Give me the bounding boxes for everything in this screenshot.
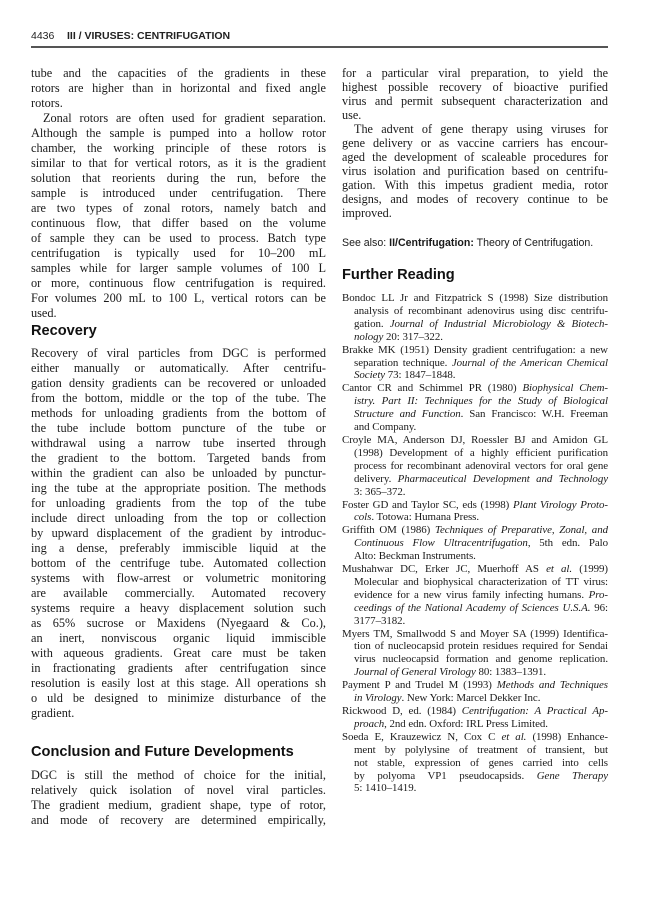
text: . San Francisco: W.H. Freeman: [460, 408, 608, 421]
section-title: III / VIRUSES: CENTRIFUGATION: [67, 30, 231, 42]
paragraph-rotors-continued: [31, 66, 326, 111]
text-line: tube and the capacities of the gradients in these: [31, 66, 326, 80]
italic-text: et al.: [501, 730, 527, 743]
text: gation.: [354, 317, 390, 330]
reference-line: [342, 537, 608, 550]
italic-text: nology: [354, 330, 384, 343]
reference-line: [342, 486, 608, 499]
text-line: resolution is easily lost at this stage. All operations sh: [31, 676, 326, 690]
reference-item: [342, 434, 608, 499]
reference-line: [342, 369, 608, 382]
text-line: Zonal rotors are often used for gradient separation.: [43, 111, 326, 125]
text: 3: 365–372.: [354, 485, 406, 498]
text-line: include direct unloading from the top or collection: [31, 511, 326, 525]
text: Griffith OM (1986): [342, 524, 435, 537]
text-line: the gradient to the bottom. Targeted bands from: [31, 451, 326, 465]
page-number: 4436: [31, 30, 55, 42]
reference-line: [342, 305, 608, 318]
text-line: solution that reorients during the run, before the: [31, 171, 326, 185]
italic-text: et al.: [546, 563, 573, 576]
text: , 5th edn. Palo: [527, 537, 608, 550]
italic-text: Society: [354, 369, 386, 382]
reference-line: [342, 782, 608, 795]
text-line: either manually or automatically. After centrifu-: [31, 361, 326, 375]
text-line: Recovery of viral particles from DGC is performed: [31, 346, 326, 360]
reference-line: [342, 382, 608, 395]
reference-line: [342, 770, 608, 783]
text-line: gradient.: [31, 706, 75, 720]
text-line: for unloading gradients from the top of the tube: [31, 496, 326, 510]
reference-line: [342, 524, 608, 537]
text-line: used.: [31, 306, 57, 320]
heading-recovery: Recovery: [31, 323, 97, 339]
text-line: rotors.: [31, 96, 63, 110]
text-line: for a particular viral preparation, to yield the: [342, 66, 608, 80]
text: Foster GD and Taylor SC, eds (1998): [342, 498, 513, 511]
text-line: centrifugation is typically used for 10–200 mL: [31, 246, 326, 260]
text-line: with aqueous gradients. Great care must be taken: [31, 646, 326, 660]
text-line: rotors are higher than in horizontal and fixed angle: [31, 81, 326, 95]
text: Bondoc LL Jr and Fitzpatrick S (1998) Size distribution: [342, 292, 608, 304]
text-line: Although the sample is pumped into a hollow rotor: [31, 126, 326, 140]
text: evidence for a new virus family infecting humans.: [354, 588, 589, 601]
text: 20: 317–322.: [383, 330, 443, 343]
text: (1998) Development of a highly efficient purification: [354, 446, 608, 459]
reference-line: [342, 318, 608, 331]
text-line: The gradient medium, gradient shape, type of rotor,: [31, 798, 326, 812]
text: Rickwood D, ed. (1984): [342, 705, 462, 717]
reference-line: [342, 408, 608, 421]
text-line: use.: [342, 108, 362, 122]
text-line: ing a dense, preferably immiscible liquid at the: [31, 541, 326, 555]
text: Soeda E, Krauzewicz N, Cox C: [342, 730, 502, 743]
text-line: For volumes 200 mL to 100 L, vertical rotors can be: [31, 291, 326, 305]
text: Molecular and biophysical characterization of TT virus:: [354, 575, 608, 588]
text-line: of sample they can be used to process. Batch type: [31, 231, 326, 245]
reference-line: [342, 757, 608, 770]
text-line: are two types of zonal rotors, namely batch and: [31, 201, 326, 215]
text: tion of nucleocapsid protein residues required for Sendai: [354, 640, 608, 653]
reference-line: [342, 434, 608, 447]
italic-text: Plant Virology Proto-: [512, 498, 609, 511]
paragraph-conclusion: [31, 768, 326, 828]
text-line: from the bottom, middle or the top of the tube. The: [31, 391, 326, 405]
italic-text: Gene Therapy: [536, 769, 608, 782]
reference-line: [342, 653, 608, 666]
italic-text: Techniques of Preparative, Zonal, and: [434, 524, 608, 537]
reference-line: [342, 628, 608, 641]
see-also-link[interactable]: II/Centrifugation:: [389, 237, 474, 249]
reference-line: [342, 589, 608, 602]
italic-text: Centrifugation: A Practical Ap-: [461, 705, 608, 717]
italic-text: Continuous Flow Ultracentrifugation: [354, 537, 528, 550]
text: 80: 1383–1391.: [475, 666, 547, 679]
text: virus nucleocapsid formation and genome replication.: [354, 653, 608, 666]
reference-line: [342, 692, 608, 705]
reference-item: [342, 705, 608, 731]
reference-line: [342, 499, 608, 512]
reference-line: [342, 640, 608, 653]
text-line: sample is introduced under centrifugation. There: [31, 186, 326, 200]
see-also-label: See also:: [342, 237, 390, 249]
text: , 2nd edn. Oxford: IRL Press Limited.: [384, 717, 548, 730]
text: (1999): [572, 563, 608, 576]
italic-text: Journal of General Virology: [354, 666, 476, 679]
text: 73: 1847–1848.: [385, 369, 456, 382]
text-line: ing the tube at the appropriate position. The methods: [31, 481, 326, 495]
text: Brakke MK (1951) Density gradient centrifugation: a new: [342, 343, 608, 356]
reference-line: [342, 292, 608, 305]
header-rule: [31, 46, 608, 48]
paragraph-gene-therapy: [342, 122, 608, 220]
italic-text: Pro-: [588, 588, 608, 601]
italic-text: istry. Part II: Techniques for the Study of Biological: [354, 395, 608, 408]
reference-line: [342, 421, 608, 434]
text-line: the tube include bottom puncture of the tube or: [31, 421, 326, 435]
reference-item: [342, 344, 608, 383]
text-line: methods for unloading gradients from the bottom of: [31, 406, 326, 420]
text: Payment P and Trudel M (1993): [342, 679, 497, 692]
text-line: as 65% sucrose or Maxidens (Nyegaard & Co.),: [31, 616, 326, 630]
italic-text: ceedings of the National Academy of Sciences U.S.A.: [354, 601, 591, 614]
text: Myers TM, Smallwodd S and Moyer SA (1999) Identifica-: [342, 627, 608, 640]
text-line: are available commercially. Automated recovery: [31, 586, 326, 600]
text-line: virus and permit subsequent characterization and: [342, 94, 608, 108]
paragraph-zonal-rotors: [31, 111, 326, 321]
reference-item: [342, 731, 608, 796]
text-line: within the gradient can also be unloaded by punctur-: [31, 466, 326, 480]
text-line: withdrawal using a narrow tube inserted through: [31, 436, 326, 450]
paragraph-conclusion-continued: [342, 66, 608, 122]
text: and Company.: [354, 421, 417, 434]
reference-line: [342, 460, 608, 473]
text-line: an inert, nonviscous organic liquid immiscible: [31, 631, 326, 645]
reference-line: [342, 447, 608, 460]
text-line: or more, continuous flow centrifugation is required.: [31, 276, 326, 290]
reference-line: [342, 666, 608, 679]
text: 5: 1410–1419.: [354, 782, 417, 795]
text: Croyle MA, Anderson DJ, Roessler BJ and Amidon GL: [342, 433, 608, 446]
text: 96:: [590, 601, 608, 614]
text-line: gation. With this impetus gradient media, rotor: [342, 178, 608, 192]
reference-line: [342, 744, 608, 757]
reference-line: [342, 679, 608, 692]
italic-text: Journal of the American Chemical: [451, 356, 608, 369]
reference-item: [342, 563, 608, 628]
reference-line: [342, 718, 608, 731]
reference-item: [342, 679, 608, 705]
text-line: by upward displacement of the gradient by introduc-: [31, 526, 326, 540]
heading-further-reading: Further Reading: [342, 267, 455, 283]
text: delivery.: [354, 472, 398, 485]
text-line: highest possible recovery of bioactive purified: [342, 80, 608, 94]
text-line: and mode of recovery are determined empirically,: [31, 813, 326, 827]
reference-line: [342, 550, 608, 563]
italic-text: Pharmaceutical Development and Technology: [397, 472, 609, 485]
text-line: DGC is still the method of choice for the initial,: [31, 768, 326, 782]
text-line: virus isolation and purification based on centrifu-: [342, 164, 608, 178]
text-line: systems with flow-arrest or volumetric monitoring: [31, 571, 326, 585]
see-also-target[interactable]: Theory of Centrifugation.: [473, 237, 594, 249]
reference-line: [342, 615, 608, 628]
reference-line: [342, 331, 608, 344]
text-line: aged the development of scaleable procedures for: [342, 150, 608, 164]
see-also: [342, 236, 593, 250]
text-line: continuous flow, that differ based on the volume: [31, 216, 326, 230]
text-line: samples while for larger sample volumes of 100 L: [31, 261, 326, 275]
text-line: systems require a heavy displacement solution such: [31, 601, 326, 615]
reference-line: [342, 563, 608, 576]
reference-line: [342, 511, 608, 524]
reference-line: [342, 357, 608, 370]
reference-item: [342, 628, 608, 680]
italic-text: in Virology: [354, 692, 402, 705]
text: not stable, expression of genes carried into cells: [354, 756, 608, 769]
text-line: improved.: [342, 206, 392, 220]
text: Cantor CR and Schimmel PR (1980): [342, 382, 523, 395]
italic-text: Structure and Function: [354, 408, 461, 421]
reference-line: [342, 731, 608, 744]
reference-item: [342, 499, 608, 525]
running-header: [31, 30, 230, 42]
reference-item: [342, 382, 608, 434]
text-line: relatively quick isolation of novel viral particles.: [31, 783, 326, 797]
text-line: The advent of gene therapy using viruses for: [354, 122, 608, 136]
text: . New York: Marcel Dekker Inc.: [401, 692, 541, 705]
text-line: in fractionating gradients after centrifugation since: [31, 661, 326, 675]
paragraph-recovery: [31, 346, 326, 721]
italic-text: Methods and Techniques: [496, 679, 608, 692]
text: ment by polylysine of treatment of transient, but: [354, 743, 608, 756]
text-line: gene delivery or as vaccine carriers has encour-: [342, 136, 608, 150]
text-line: similar to that for vertical rotors, as it is the gradient: [31, 156, 326, 170]
text: . Totowa: Humana Press.: [371, 511, 480, 524]
text: process for recombinant adenoviral vectors for oral gene: [354, 459, 608, 472]
text: 3177–3182.: [354, 614, 406, 627]
text-line: designs, and modes of recovery continue to be: [342, 192, 608, 206]
italic-text: Biophysical Chem-: [522, 382, 609, 395]
reference-line: [342, 576, 608, 589]
reference-item: [342, 524, 608, 563]
text-line: gation density gradients can be recovered or unloaded: [31, 376, 326, 390]
reference-line: [342, 705, 608, 718]
reference-item: [342, 292, 608, 344]
text: by polyoma VP1 pseudocapsids.: [354, 769, 537, 782]
text-line: bottom of the centrifuge tube. Automated collection: [31, 556, 326, 570]
italic-text: cols: [354, 511, 372, 524]
text-line: o uld be designed to minimize disturbance of the: [31, 691, 326, 705]
reference-list: [342, 292, 608, 795]
reference-line: [342, 602, 608, 615]
text: (1998) Enhance-: [526, 730, 608, 743]
text: separation technique.: [354, 356, 452, 369]
reference-line: [342, 344, 608, 357]
italic-text: proach: [354, 717, 385, 730]
reference-line: [342, 395, 608, 408]
heading-conclusion: Conclusion and Future Developments: [31, 744, 294, 760]
text: analysis of recombinant adenovirus using disc centrifu-: [354, 304, 608, 317]
text-line: chamber, the working principle of these rotors is: [31, 141, 326, 155]
italic-text: Journal of Industrial Microbiology & Biotech-: [389, 317, 608, 330]
reference-line: [342, 473, 608, 486]
text: Mushahwar DC, Erker JC, Muerhoff AS: [342, 563, 547, 576]
text: Alto: Beckman Instruments.: [354, 550, 476, 563]
